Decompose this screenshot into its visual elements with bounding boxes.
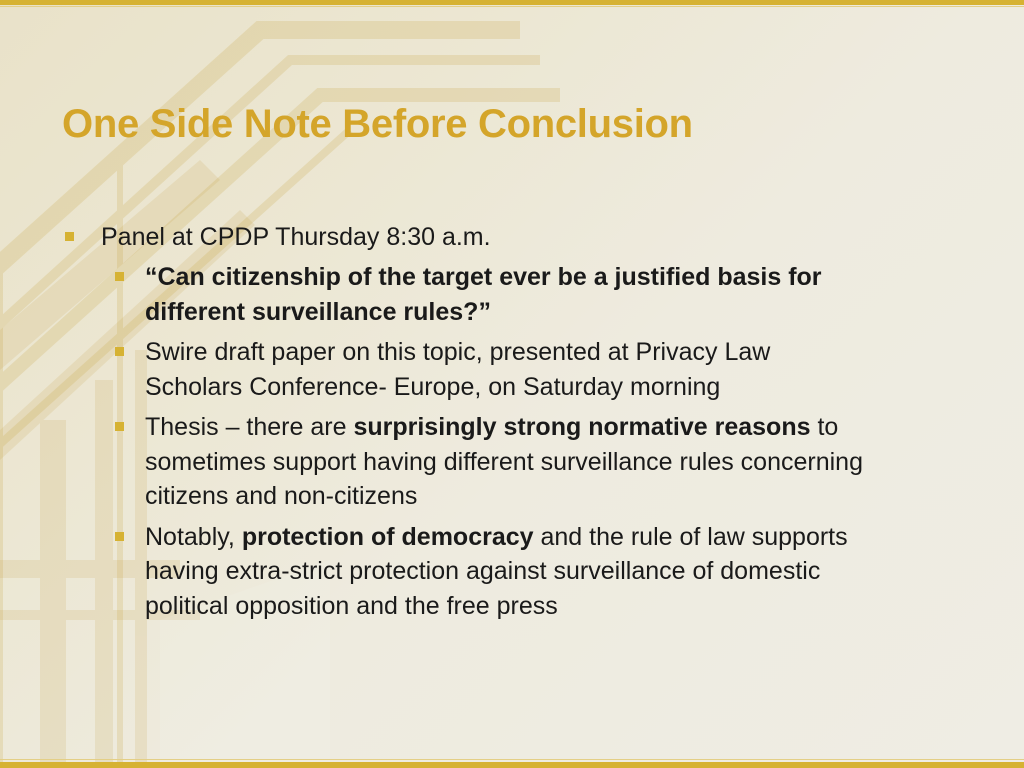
bottom-gold-rule (0, 762, 1024, 768)
text-run: Thesis – there are (145, 413, 354, 441)
bottom-thin-rule (0, 759, 1024, 760)
text-run: having extra-strict protection against surveillance of domestic (145, 557, 821, 585)
bold-text: “Can citizenship of the target ever be a justified basis for (145, 263, 822, 291)
text-run: Swire draft paper on this topic, presented at Privacy Law (145, 338, 771, 366)
bold-text: surprisingly strong normative reasons (353, 413, 811, 441)
level1-bullet (65, 232, 74, 241)
sub-bullet-3-line-3 (145, 479, 417, 513)
text-run: citizens and non-citizens (145, 482, 418, 510)
sub-bullet-3-line-1 (145, 410, 838, 444)
level1-text: Panel at CPDP Thursday 8:30 a.m. (101, 223, 491, 251)
sub-bullet-3 (115, 422, 124, 431)
bold-text: different surveillance rules?” (145, 297, 491, 326)
sub-bullet-2-line-1 (145, 335, 770, 369)
sub-bullet-3-line-2 (145, 445, 863, 479)
sub-bullet-4 (115, 532, 124, 541)
text-run: Scholars Conference- Europe, on Saturday morning (145, 372, 721, 401)
text-run: sometimes support having different surveillance rules concerning (145, 447, 863, 476)
sub-bullet-1 (115, 272, 124, 281)
sub-bullet-4-line-1 (145, 520, 848, 554)
sub-bullet-4-line-3 (145, 589, 558, 623)
bold-text: protection of democracy (241, 522, 534, 551)
sub-bullet-2-line-2 (145, 370, 720, 404)
text-run: and the rule of law supports (533, 522, 848, 551)
text-run: Notably, (145, 522, 242, 551)
slide-title: One Side Note Before Conclusion (62, 102, 693, 146)
sub-bullet-1-line-2 (145, 295, 491, 329)
sub-bullet-1-line-1 (145, 260, 822, 294)
text-run: political opposition and the free press (145, 591, 558, 620)
sub-bullet-2 (115, 347, 124, 356)
sub-bullet-4-line-2 (145, 554, 820, 588)
text-run: to (810, 413, 839, 441)
